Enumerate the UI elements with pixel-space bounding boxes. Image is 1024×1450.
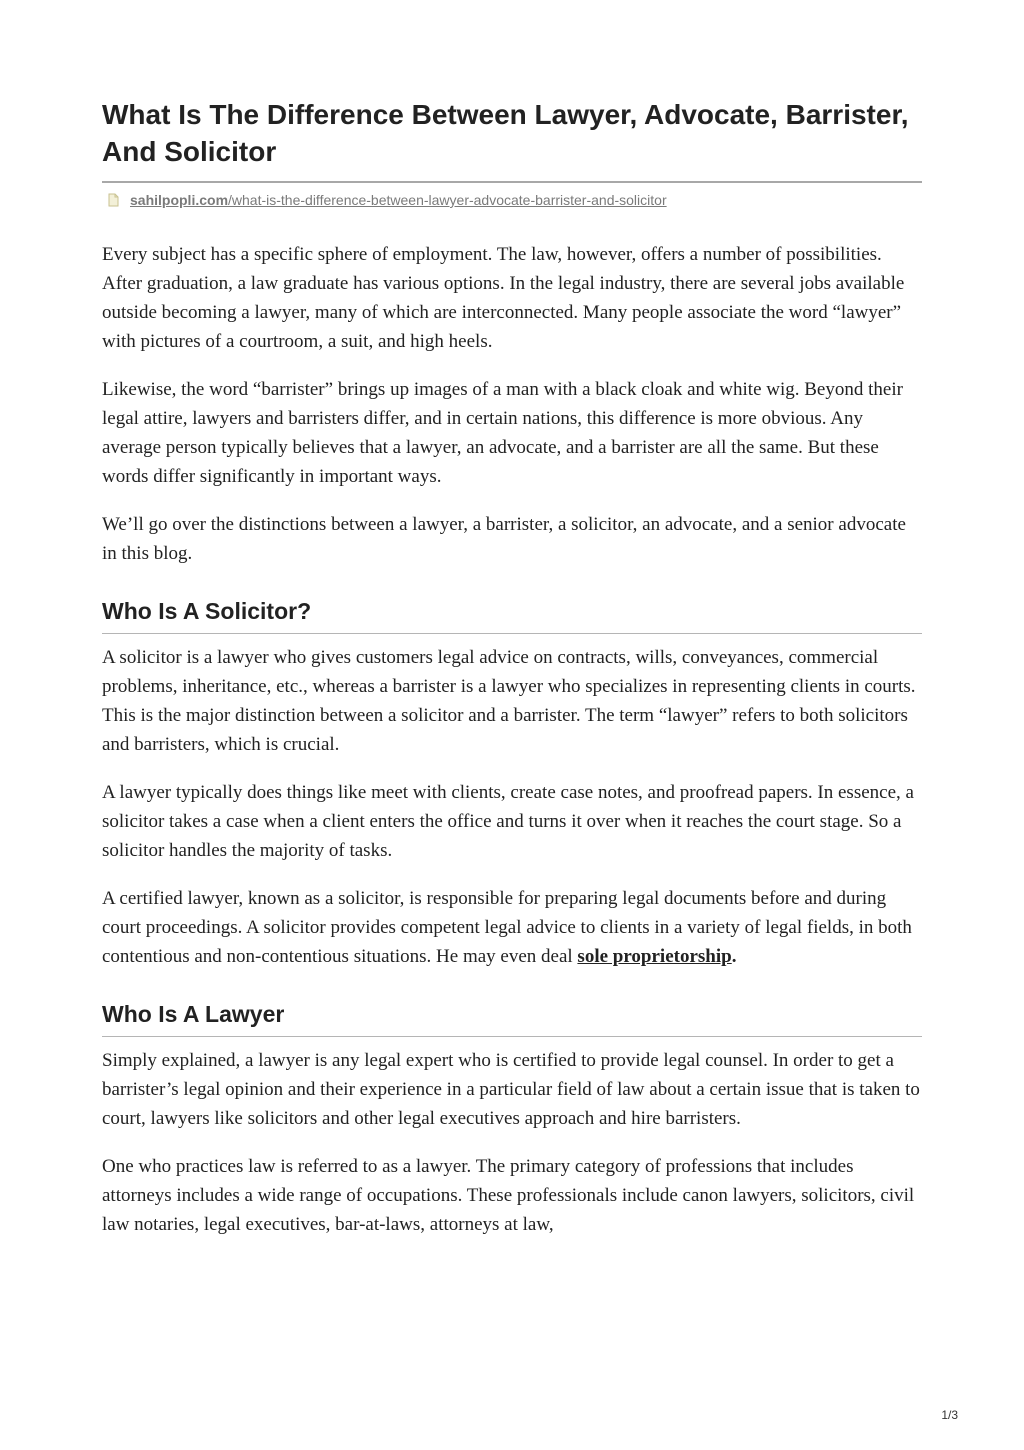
body-paragraph: A solicitor is a lawyer who gives customers legal advice on contracts, wills, conveyances, commercial problems, inheritance, etc., whereas a barrister is a lawyer who specializes in representing clients in courts. This is the major distinction between a solicitor and a barrister. The term “lawyer” refers to both solicitors and barristers, which is crucial. [102, 647, 916, 755]
intro-paragraph: We’ll go over the distinctions between a lawyer, a barrister, a solicitor, an advocate, and a senior advocate in this blog. [102, 514, 906, 564]
source-line [102, 189, 922, 211]
section-heading: Who Is A Solicitor? [102, 596, 922, 634]
intro-paragraph: Likewise, the word “barrister” brings up images of a man with a black cloak and white wig. Beyond their legal attire, lawyers and barristers differ, and in certain nations, this difference is more obvious. Any average person typically believes that a lawyer, an advocate, and a barrister are all the same. But these words differ significantly in important ways. [102, 379, 903, 487]
page-title: What Is The Difference Between Lawyer, Advocate, Barrister, And Solicitor [102, 99, 909, 167]
body-text-end: . [731, 946, 737, 967]
section-heading: Who Is A Lawyer [102, 999, 922, 1037]
section-lawyer [102, 999, 922, 1239]
page-number: 1/3 [941, 1408, 958, 1422]
article [102, 96, 922, 1258]
source-url-link[interactable] [130, 192, 667, 208]
source-path: /what-is-the-difference-between-lawyer-advocate-barrister-and-solicitor [228, 192, 667, 208]
intro-paragraph: Every subject has a specific sphere of employment. The law, however, offers a number of possibilities. After graduation, a law graduate has various options. In the legal industry, there are several jobs available outside becoming a lawyer, many of which are interconnected. Many people associate the word “lawyer” with pictures of a courtroom, a suit, and high heels. [102, 244, 905, 352]
body-paragraph: One who practices law is referred to as a lawyer. The primary category of professions that includes attorneys includes a wide range of occupations. These professionals include canon lawyers, solicitors, civil law notaries, legal executives, bar-at-laws, attorneys at law, [102, 1156, 915, 1235]
source-domain: sahilpopli.com [130, 192, 229, 208]
intro [102, 240, 922, 568]
section-solicitor [102, 596, 922, 971]
body-paragraph: A lawyer typically does things like meet with clients, create case notes, and proofread papers. In essence, a solicitor takes a case when a client enters the office and turns it over when it reaches the court stage. So a solicitor handles the majority of tasks. [102, 782, 914, 861]
body-text: A certified lawyer, known as a solicitor, is responsible for preparing legal documents before and during court proceedings. A solicitor provides competent legal advice to clients in a variety of legal fields, in both contentious and non-contentious situations. He may even deal [102, 888, 912, 967]
sole-proprietorship-link[interactable]: sole proprietorship [577, 946, 732, 967]
body-paragraph: Simply explained, a lawyer is any legal expert who is certified to provide legal counsel. In order to get a barrister’s legal opinion and their experience in a particular field of law about a certain issue that is taken to court, lawyers like solicitors and other legal executives approach and hire barristers. [102, 1050, 920, 1129]
title-divider [102, 181, 922, 183]
body-paragraph [102, 884, 922, 971]
page-icon [106, 193, 120, 207]
